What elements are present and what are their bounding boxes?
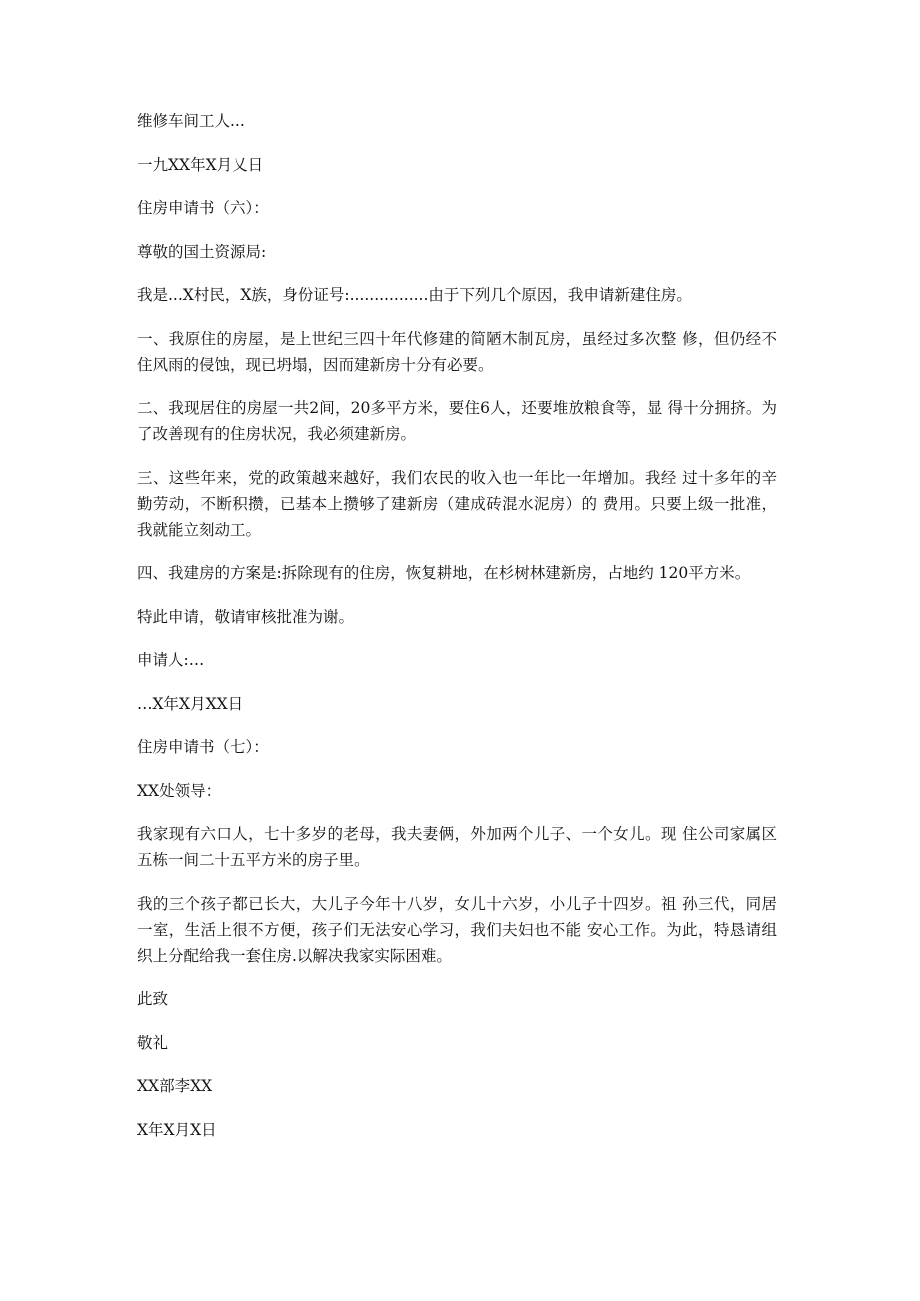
applicant-signature: 申请人:… xyxy=(137,651,205,669)
request-closing-line: 特此申请，敬请审核批准为谢。 xyxy=(137,607,355,626)
document-body xyxy=(137,108,777,1160)
intro-paragraph: 我是...X村民，X族，身份证号:................由于下列几个原因，我申请新建住房。 xyxy=(137,286,692,304)
sender-signature: XX部李XX xyxy=(137,1077,213,1095)
date-line: 一九XX年X月乂日 xyxy=(137,155,264,174)
signature-date: …X年X月XX日 xyxy=(137,694,244,713)
worker-title-line: 维修车间工人... xyxy=(137,112,245,130)
application-heading-seven: 住房申请书（七）： xyxy=(137,738,269,756)
reason-four-paragraph: 四、我建房的方案是:拆除现有的住房，恢复耕地，在杉树林建新房，占地约 120平方米。 xyxy=(137,564,751,582)
reason-three-paragraph: 三、这些年来，党的政策越来越好，我们农民的收入也一年比一年增加。我经 过十多年的辛勤劳动，不断积攒，已基本上攒够了建新房（建成砖混水泥房）的 费用。只要上级一批准，我就能立刻动工。 xyxy=(137,468,777,539)
application-heading-six: 住房申请书（六）： xyxy=(137,199,269,217)
hardship-paragraph: 我的三个孩子都已长大，大儿子今年十八岁，女儿十六岁，小儿子十四岁。祖 孙三代，同居一室，生活上很不方便，孩子们无法安心学习，我们夫妇也不能 安心工作。为此，特恳请组织上分配给我一套住房.以解决我家实际困难。 xyxy=(137,894,777,965)
closing-cizhi: 此致 xyxy=(137,990,169,1008)
salutation-leader: XX处领导： xyxy=(137,781,222,800)
closing-jingli: 敬礼 xyxy=(137,1033,169,1052)
reason-two-paragraph: 二、我现居住的房屋一共2间，20多平方米，要住6人，还要堆放粮食等，显 得十分拥挤。为了改善现有的住房状况，我必须建新房。 xyxy=(137,399,777,443)
family-situation-paragraph: 我家现有六口人，七十多岁的老母，我夫妻俩，外加两个儿子、一个女儿。现 住公司家属区五栋一间二十五平方米的房子里。 xyxy=(137,825,777,869)
salutation-land-bureau: 尊敬的国土资源局: xyxy=(137,242,267,261)
sender-date: X年X月X日 xyxy=(137,1120,217,1139)
reason-one-paragraph: 一、我原住的房屋，是上世纪三四十年代修建的简陋木制瓦房，虽经过多次整 修，但仍经不住风雨的侵蚀，现已坍塌，因而建新房十分有必要。 xyxy=(137,329,777,374)
